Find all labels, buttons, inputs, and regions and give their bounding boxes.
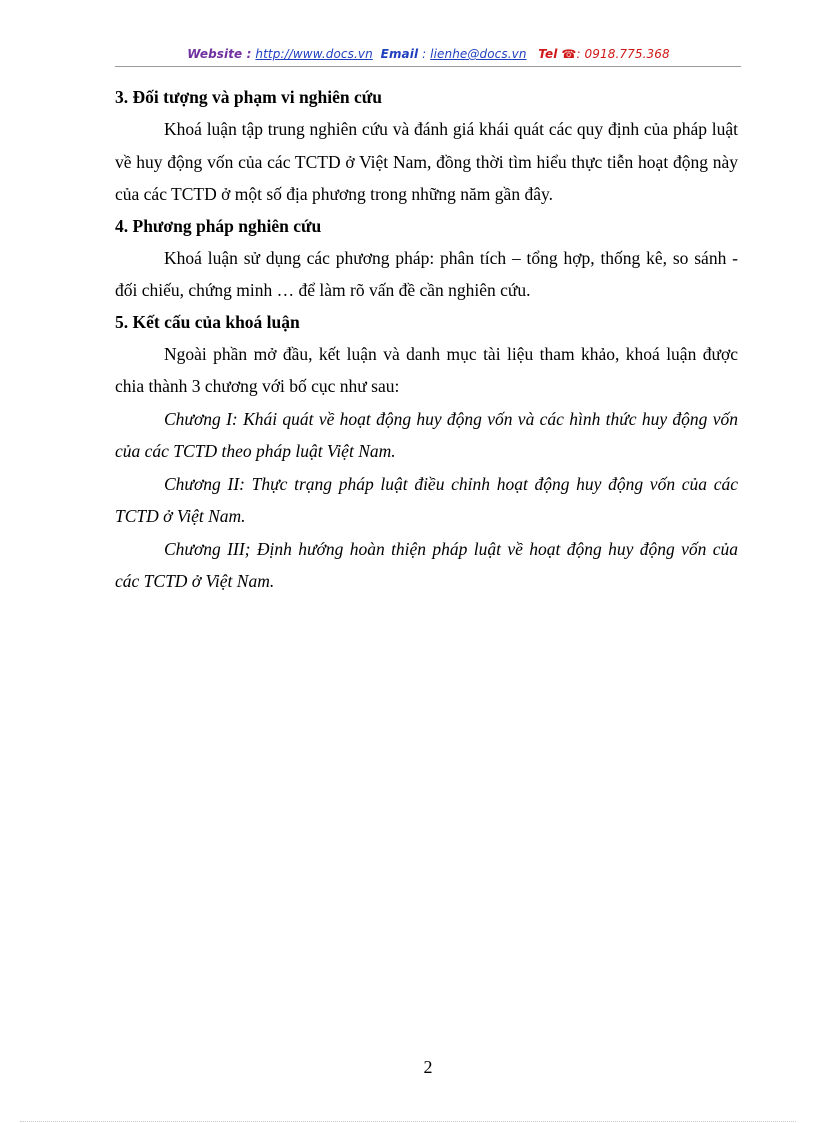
tel-label: Tel [538, 47, 558, 61]
header-divider [115, 66, 741, 67]
body-paragraph: Khoá luận tập trung nghiên cứu và đánh giá khái quát các quy định của pháp luật về huy động vốn của các TCTD ở Việt Nam, đồng thời tìm hiểu thực tiễn hoạt động này của các TCTD ở một số địa phương trong những năm gần đây. [115, 119, 738, 204]
section-heading: 5. Kết cấu của khoá luận [115, 311, 300, 332]
section-heading: 3. Đối tượng và phạm vi nghiên cứu [115, 87, 382, 107]
chapter-item: Chương III; Định hướng hoàn thiện pháp luật về hoạt động huy động vốn của các TCTD ở Việt Nam. [115, 538, 738, 591]
website-label: Website : [187, 47, 252, 61]
document-body [115, 82, 738, 598]
page-bottom-border [20, 1121, 796, 1122]
email-link[interactable]: lienhe@docs.vn [430, 47, 527, 61]
body-paragraph: Khoá luận sử dụng các phương pháp: phân tích – tổng hợp, thống kê, so sánh - đối chiếu, chứng minh … để làm rõ vấn đề cần nghiên cứu. [115, 247, 738, 300]
section-heading: 4. Phương pháp nghiên cứu [115, 215, 322, 236]
page-number: 2 [423, 1057, 433, 1077]
email-label: Email [380, 47, 419, 61]
chapter-item: Chương II: Thực trạng pháp luật điều chỉnh hoạt động huy động vốn của các TCTD ở Việt Nam. [115, 473, 738, 526]
website-link[interactable]: http://www.docs.vn [255, 47, 373, 61]
phone-icon: ☎ [561, 47, 577, 61]
tel-number: : 0918.775.368 [576, 47, 670, 61]
page-header [117, 47, 740, 61]
chapter-item: Chương I: Khái quát về hoạt động huy động vốn và các hình thức huy động vốn của các TCTD theo pháp luật Việt Nam. [115, 408, 738, 461]
body-paragraph: Ngoài phần mở đầu, kết luận và danh mục tài liệu tham khảo, khoá luận được chia thành 3 chương với bố cục như sau: [115, 343, 738, 396]
email-separator: : [422, 47, 427, 61]
